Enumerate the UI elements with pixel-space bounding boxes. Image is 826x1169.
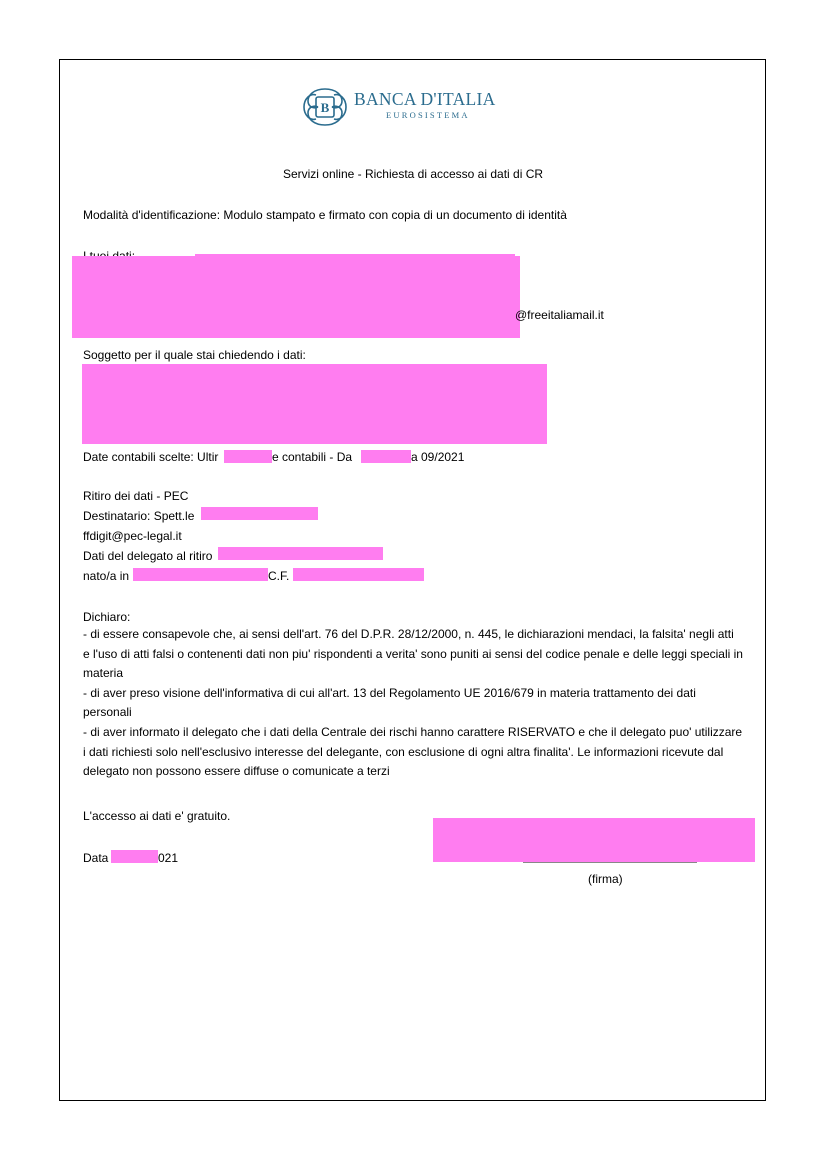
date-suffix: 021 [158, 851, 179, 865]
identification-mode: Modalità d'identificazione: Modulo stampato e firmato con copia di un documento di identità [83, 208, 567, 222]
signature-line [523, 862, 697, 863]
born-label: nato/a in [83, 569, 130, 583]
subject-label: Soggetto per il quale stai chiedendo i dati: [83, 348, 306, 362]
signature-label: (firma) [588, 872, 623, 886]
date-prefix: Data [83, 851, 109, 865]
redacted-personal-data [72, 256, 520, 338]
dates-part1: Date contabili scelte: Ultir [83, 450, 219, 464]
logo-name: BANCA D'ITALIA [354, 89, 496, 109]
redacted-block [361, 450, 411, 463]
email-suffix: @freeitaliamail.it [515, 308, 604, 322]
redacted-block [224, 450, 272, 463]
recipient-label: Destinatario: Spett.le [83, 509, 195, 523]
page-title: Servizi online - Richiesta di accesso ai dati di CR [282, 167, 544, 181]
dates-part2: e contabili - Da [272, 450, 353, 464]
delegate-label: Dati del delegato al ritiro [83, 549, 213, 563]
free-access-note: L'accesso ai dati e' gratuito. [83, 809, 231, 823]
declaration-item: - di essere consapevole che, ai sensi dell'art. 76 del D.P.R. 28/12/2000, n. 445, le dichiarazioni mendaci, la falsita' negli atti e l'uso di atti falsi o contenenti dati non piu' rispondenti a verita' sono puniti ai sensi del codice penale e delle leggi speciali in materia [83, 627, 743, 681]
pec-address: ffdigit@pec-legal.it [83, 529, 182, 543]
banca-italia-logo [300, 85, 520, 131]
declaration-item: - di aver preso visione dell'informativa di cui all'art. 13 del Regolamento UE 2016/679 in materia trattamento dei dati personali [83, 685, 696, 720]
cf-label: C.F. [268, 569, 290, 583]
redacted-subject-data [82, 364, 547, 444]
redacted-block [133, 568, 268, 581]
bank-emblem-icon [300, 85, 350, 129]
declaration-item: - di aver informato il delegato che i dati della Centrale dei rischi hanno carattere RISERVATO e che il delegato puo' utilizzare i dati richiesti solo nell'esclusivo interesse del delegante, con esclusione di ogni altra finalita'. Le informazioni ricevute dal delegato non possono essere diffuse o comunicate a terzi [83, 724, 743, 779]
svg-text:B: B [320, 100, 330, 115]
redacted-block [195, 254, 515, 262]
redacted-block [201, 507, 318, 520]
redacted-signature [433, 818, 755, 862]
redacted-block [293, 568, 424, 581]
pickup-method: Ritiro dei dati - PEC [83, 489, 189, 503]
logo-subtitle: EUROSISTEMA [386, 110, 470, 120]
dates-part3: a 09/2021 [411, 450, 465, 464]
declaration-title: Dichiaro: [83, 610, 131, 624]
redacted-block [111, 850, 158, 863]
declaration-list [83, 625, 743, 782]
redacted-block [218, 547, 383, 560]
